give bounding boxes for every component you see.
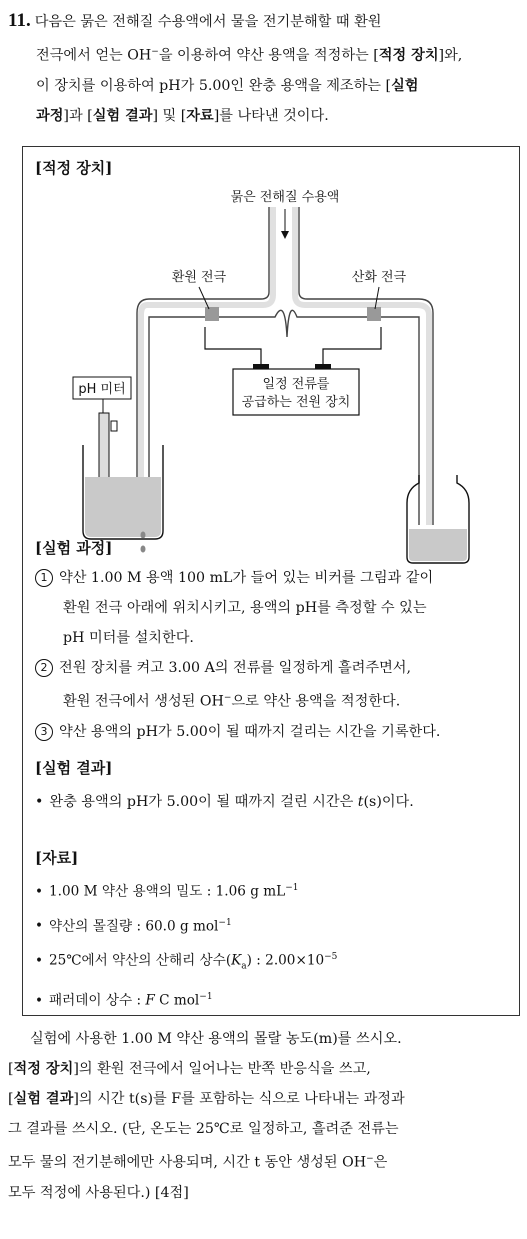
data-item: • 패러데이 상수 : F C mol$^{-1}$	[35, 992, 213, 1009]
negative-terminal	[253, 364, 269, 369]
power-supply-label-2: 공급하는 전원 장치	[241, 395, 351, 410]
apparatus-title: [적정 장치]	[35, 159, 113, 177]
result-title: [실험 결과]	[35, 759, 113, 777]
step-marker: 2	[35, 659, 53, 677]
cathode-label: 환원 전극	[171, 270, 227, 285]
drop	[141, 546, 146, 553]
flask-solution	[409, 529, 467, 561]
anode-wire	[323, 327, 381, 367]
data-item: • 25℃에서 약산의 산해리 상수$(K_a)$ : $2.00\times 10^{-5}$	[35, 952, 338, 972]
question-stem	[8, 6, 518, 131]
titration-apparatus-diagram	[23, 177, 519, 567]
result-text: • 완충 용액의 pH가 5.00이 될 때까지 걸린 시간은 t(s)이다.	[35, 794, 414, 810]
question-line-4: 과정]과 [실험 결과] 및 [자료]를 나타낸 것이다.	[36, 107, 329, 124]
inflow-arrow-head	[281, 231, 289, 239]
procedure-step-2: 2 전원 장치를 켜고 3.00 A의 전류를 일정하게 흘려주면서, 환원 전극에서 생성된 OH−으로 약산 용액을 적정한다.	[35, 653, 513, 717]
probe-clamp	[111, 421, 117, 431]
step-marker: 3	[35, 723, 53, 741]
positive-terminal	[315, 364, 331, 369]
electrolyte-label: 묽은 전해질 수용액	[230, 190, 340, 205]
question-line-1: 11. 다음은 묽은 전해질 수용액에서 물을 전기분해할 때 환원	[8, 10, 382, 31]
anode-label: 산화 전극	[351, 270, 407, 285]
procedure-step-3: 3 약산 용액의 pH가 5.00이 될 때까지 걸리는 시간을 기록한다.	[35, 717, 513, 747]
question-line-2: 전극에서 얻는 OH−을 이용하여 약산 용액을 적정하는 [적정 장치]와,	[36, 47, 463, 64]
procedure-steps	[35, 563, 513, 747]
tube-fill	[141, 207, 429, 525]
question-line-3: 이 장치를 이용하여 pH가 5.00인 완충 용액을 제조하는 [실험	[36, 77, 419, 94]
beaker-solution	[85, 477, 161, 537]
tube-outline	[137, 207, 433, 525]
power-supply-label-1: 일정 전류를	[262, 377, 330, 392]
data-item: • 1.00 M 약산 용액의 밀도 : 1.06 g $mL^{-1}$	[35, 883, 299, 900]
content-box	[22, 146, 520, 1016]
data-list	[35, 873, 513, 1017]
procedure-step-1: 1 약산 1.00 M 용액 100 mL가 들어 있는 비커를 그림과 같이 환원 전극 아래에 위치시키고, 용액의 pH를 측정할 수 있는 pH 미터를 설치한다.	[35, 563, 513, 653]
text-block: 그 결과를 쓰시오. (단, 온도는 25℃로 일정하고, 흘려준 전류는	[8, 1121, 399, 1137]
cathode-wire	[205, 327, 261, 367]
text-block: 실험에 사용한 1.00 M 약산 용액의 몰랄 농도(m)를 쓰시오.	[30, 1031, 402, 1047]
drop	[141, 532, 146, 539]
question-number: 11.	[8, 10, 31, 31]
text-block: 모두 적정에 사용된다.) [4점]	[8, 1184, 189, 1201]
step-marker: 1	[35, 569, 53, 587]
procedure-title: [실험 과정]	[35, 539, 113, 557]
ph-meter-label: pH 미터	[78, 382, 126, 397]
cathode-electrode	[205, 307, 219, 321]
question-instructions: 실험에 사용한 1.00 M 약산 용액의 몰랄 농도(m)를 쓰시오. [적정 장치]의 환원 전극에서 일어나는 반쪽 반응식을 쓰고, [실험 결과]의 시간 t(s)를 F를 포함하는 식으로 나타내는 과정과 그 결과를 쓰시오. (단, 온도는 25℃로 일정하고, 흘려준 전류는 모두 물의 전기분해에만 사용되며, 시간 t 동안 생성된 OH−은 모두 적정에 사용된다.) [4점]	[8, 1024, 518, 1208]
data-title: [자료]	[35, 849, 79, 867]
data-item: • 약산의 몰질량 : 60.0 g mol$^{-1}$	[35, 917, 232, 935]
anode-electrode	[367, 307, 381, 321]
